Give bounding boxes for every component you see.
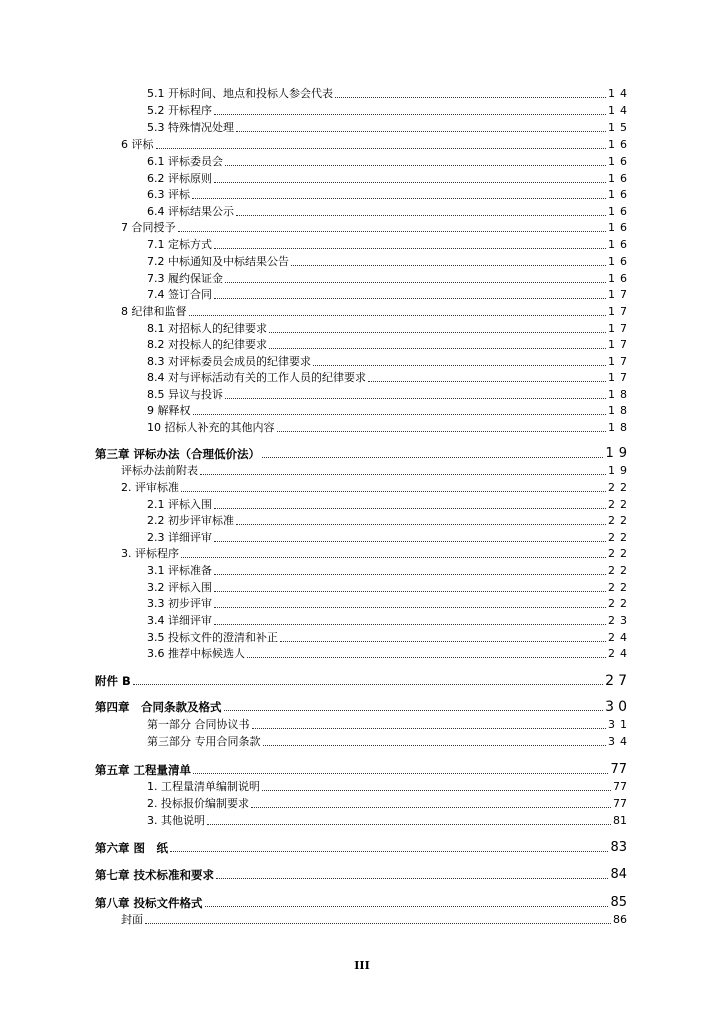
toc-entry[interactable] [147,513,632,529]
toc-entry[interactable] [147,86,632,102]
toc-entry-page: 18 [608,388,632,401]
dot-leader [251,807,611,808]
dot-leader [214,541,606,542]
toc-entry-page: 16 [608,188,632,201]
dot-leader [269,332,606,333]
toc-entry[interactable] [121,137,632,153]
toc-entry-label: 第三章 评标办法（合理低价法） [95,447,261,461]
toc-entry-page: 16 [608,172,632,185]
toc-entry-label: 8.4 对与评标活动有关的工作人员的纪律要求 [147,371,366,384]
toc-entry-page: 22 [608,564,632,577]
toc-entry-label: 2.2 初步评审标准 [147,514,234,527]
toc-entry-label: 附件 B [95,674,131,688]
dot-leader [193,773,608,774]
toc-entry-label: 3.1 评标准备 [147,564,212,577]
toc-entry-page: 22 [608,547,632,560]
toc-entry-page: 81 [613,814,627,827]
toc-entry-page: 15 [608,121,632,134]
toc-chapter[interactable] [95,867,627,883]
toc-entry-label: 第六章 图 纸 [95,841,169,855]
toc-entry-page: 83 [610,840,627,855]
toc-entry-page: 24 [608,631,632,644]
toc-entry-label: 第八章 投标文件格式 [95,896,203,910]
toc-entry[interactable] [147,630,632,646]
toc-entry[interactable] [147,287,632,303]
toc-chapter[interactable] [95,673,631,689]
toc-entry-label: 3. 其他说明 [147,814,205,827]
toc-entry[interactable] [121,463,632,479]
toc-entry-page: 17 [608,338,632,351]
dot-leader [236,524,606,525]
toc-entry[interactable] [147,171,632,187]
toc-entry-page: 19 [605,446,632,461]
toc-entry-page: 16 [608,221,632,234]
toc-entry[interactable] [147,354,632,370]
toc-entry-page: 17 [608,371,632,384]
toc-entry[interactable] [147,204,632,220]
toc-entry-label: 3.4 详细评审 [147,614,212,627]
toc-entry[interactable] [147,154,632,170]
toc-chapter[interactable] [95,446,632,462]
toc-entry-page: 31 [608,718,632,731]
toc-entry[interactable] [147,337,632,353]
toc-entry-page: 18 [608,404,632,417]
toc-entry-page: 27 [605,673,631,689]
dot-leader [335,97,606,98]
dot-leader [280,641,606,642]
toc-entry[interactable] [147,796,627,812]
toc-entry-page: 16 [608,155,632,168]
toc-entry-page: 85 [610,895,627,910]
toc-entry-label: 3.5 投标文件的澄清和补正 [147,631,278,644]
toc-chapter[interactable] [95,840,627,856]
dot-leader [214,508,606,509]
toc-entry-page: 77 [613,780,627,793]
toc-entry-label: 2. 投标报价编制要求 [147,797,249,810]
dot-leader [192,198,606,199]
toc-entry[interactable] [147,120,632,136]
toc-entry[interactable] [147,779,627,795]
dot-leader [225,398,606,399]
toc-entry-label: 第七章 技术标准和要求 [95,868,215,882]
toc-chapter[interactable] [95,699,631,715]
toc-entry-label: 封面 [121,913,143,926]
toc-entry-page: 17 [608,355,632,368]
toc-entry[interactable] [121,480,632,496]
dot-leader [291,265,606,266]
toc-entry[interactable] [147,813,627,829]
dot-leader [193,414,607,415]
toc-entry[interactable] [147,387,632,403]
toc-entry-label: 3.2 评标入围 [147,581,212,594]
toc-entry-page: 86 [613,913,627,926]
toc-entry-page: 77 [610,762,627,777]
toc-entry[interactable] [121,912,627,928]
toc-entry-page: 16 [608,205,632,218]
toc-entry-page: 22 [608,514,632,527]
dot-leader [207,824,611,825]
toc-entry-label: 7.3 履约保证金 [147,272,223,285]
toc-chapter[interactable] [95,762,627,778]
toc-entry-label: 5.1 开标时间、地点和投标人参会代表 [147,87,333,100]
dot-leader [224,710,604,711]
dot-leader [277,431,607,432]
dot-leader [313,365,606,366]
toc-entry-label: 2.3 详细评审 [147,531,212,544]
toc-entry[interactable] [147,370,632,386]
dot-leader [214,182,606,183]
toc-entry[interactable] [147,271,632,287]
toc-entry-page: 17 [608,288,632,301]
dot-leader [214,591,606,592]
toc-entry-page: 16 [608,272,632,285]
toc-entry[interactable] [147,613,632,629]
dot-leader [181,491,606,492]
toc-entry-page: 17 [608,322,632,335]
dot-leader [214,574,606,575]
toc-entry-page: 77 [613,797,627,810]
toc-entry-label: 7.1 定标方式 [147,238,212,251]
toc-entry-label: 3.6 推荐中标候选人 [147,647,245,660]
dot-leader [214,298,606,299]
dot-leader [178,231,607,232]
toc-entry-page: 14 [608,104,632,117]
dot-leader [189,315,607,316]
dot-leader [236,215,606,216]
toc-entry[interactable] [121,304,632,320]
dot-leader [156,148,607,149]
toc-entry-label: 10 招标人补充的其他内容 [147,421,275,434]
toc-entry[interactable] [147,530,632,546]
toc-entry-page: 16 [608,238,632,251]
toc-entry-label: 第三部分 专用合同条款 [147,735,261,748]
dot-leader [214,248,606,249]
toc-entry[interactable] [147,497,632,513]
toc-entry-label: 3.3 初步评审 [147,597,212,610]
dot-leader [216,878,608,879]
toc-entry-label: 8.1 对招标人的纪律要求 [147,322,267,335]
toc-entry-page: 22 [608,481,632,494]
toc-entry[interactable] [147,254,632,270]
toc-entry[interactable] [147,321,632,337]
dot-leader [247,657,606,658]
toc-entry-label: 5.3 特殊情况处理 [147,121,234,134]
toc-entry-label: 第一部分 合同协议书 [147,718,250,731]
toc-entry-label: 8.2 对投标人的纪律要求 [147,338,267,351]
toc-entry-page: 16 [608,138,632,151]
toc-entry[interactable] [147,596,632,612]
toc-entry-page: 18 [608,421,632,434]
toc-entry-label: 5.2 开标程序 [147,104,212,117]
toc-entry-label: 1. 工程量清单编制说明 [147,780,260,793]
dot-leader [252,728,607,729]
toc-entry[interactable] [147,580,632,596]
toc-entry-label: 9 解释权 [147,404,191,417]
toc-entry-label: 2. 评审标准 [121,481,179,494]
toc-entry-label: 2.1 评标入围 [147,498,212,511]
toc-entry[interactable] [121,546,632,562]
toc-entry[interactable] [147,646,632,662]
toc-entry-label: 3. 评标程序 [121,547,179,560]
toc-entry-label: 8.5 异议与投诉 [147,388,223,401]
toc-entry-page: 17 [608,305,632,318]
dot-leader [236,131,606,132]
toc-entry-label: 8.3 对评标委员会成员的纪律要求 [147,355,311,368]
toc-entry-label: 第五章 工程量清单 [95,763,192,777]
toc-entry-page: 84 [610,867,627,882]
dot-leader [368,381,606,382]
toc-entry-label: 6 评标 [121,138,154,151]
toc-entry[interactable] [147,420,632,436]
toc-entry[interactable] [121,220,632,236]
toc-entry-page: 19 [608,464,632,477]
dot-leader [263,745,607,746]
toc-entry-label: 7 合同授予 [121,221,176,234]
dot-leader [181,557,606,558]
toc-entry-label: 6.3 评标 [147,188,190,201]
dot-leader [214,114,606,115]
toc-entry-label: 6.1 评标委员会 [147,155,223,168]
dot-leader [269,348,606,349]
toc-entry-page: 22 [608,581,632,594]
toc-entry[interactable] [147,717,632,733]
dot-leader [262,457,603,458]
toc-entry-label: 6.4 评标结果公示 [147,205,234,218]
toc-entry[interactable] [147,734,632,750]
page-number: III [354,959,370,972]
toc-entry-label: 第四章 合同条款及格式 [95,700,222,714]
dot-leader [205,906,609,907]
toc-entry[interactable] [147,103,632,119]
dot-leader [133,684,603,685]
dot-leader [225,282,606,283]
toc-entry-label: 7.4 签订合同 [147,288,212,301]
toc-entry-page: 22 [608,597,632,610]
toc-entry[interactable] [147,187,632,203]
toc-entry-label: 8 纪律和监督 [121,305,187,318]
toc-entry-label: 评标办法前附表 [121,464,198,477]
toc-entry-page: 22 [608,531,632,544]
toc-entry-page: 30 [605,699,631,715]
toc-entry-page: 24 [608,647,632,660]
toc-entry-page: 22 [608,498,632,511]
toc-entry-page: 14 [608,87,632,100]
dot-leader [145,923,611,924]
dot-leader [170,851,608,852]
toc-chapter[interactable] [95,895,627,911]
toc-entry-page: 23 [608,614,632,627]
dot-leader [225,165,606,166]
toc-entry-label: 7.2 中标通知及中标结果公告 [147,255,289,268]
toc-entry[interactable] [147,403,632,419]
toc-entry[interactable] [147,237,632,253]
toc-entry[interactable] [147,563,632,579]
dot-leader [214,607,606,608]
toc-entry-label: 6.2 评标原则 [147,172,212,185]
toc-entry-page: 16 [608,255,632,268]
dot-leader [262,790,611,791]
dot-leader [200,474,606,475]
toc-entry-page: 34 [608,735,632,748]
dot-leader [214,624,606,625]
